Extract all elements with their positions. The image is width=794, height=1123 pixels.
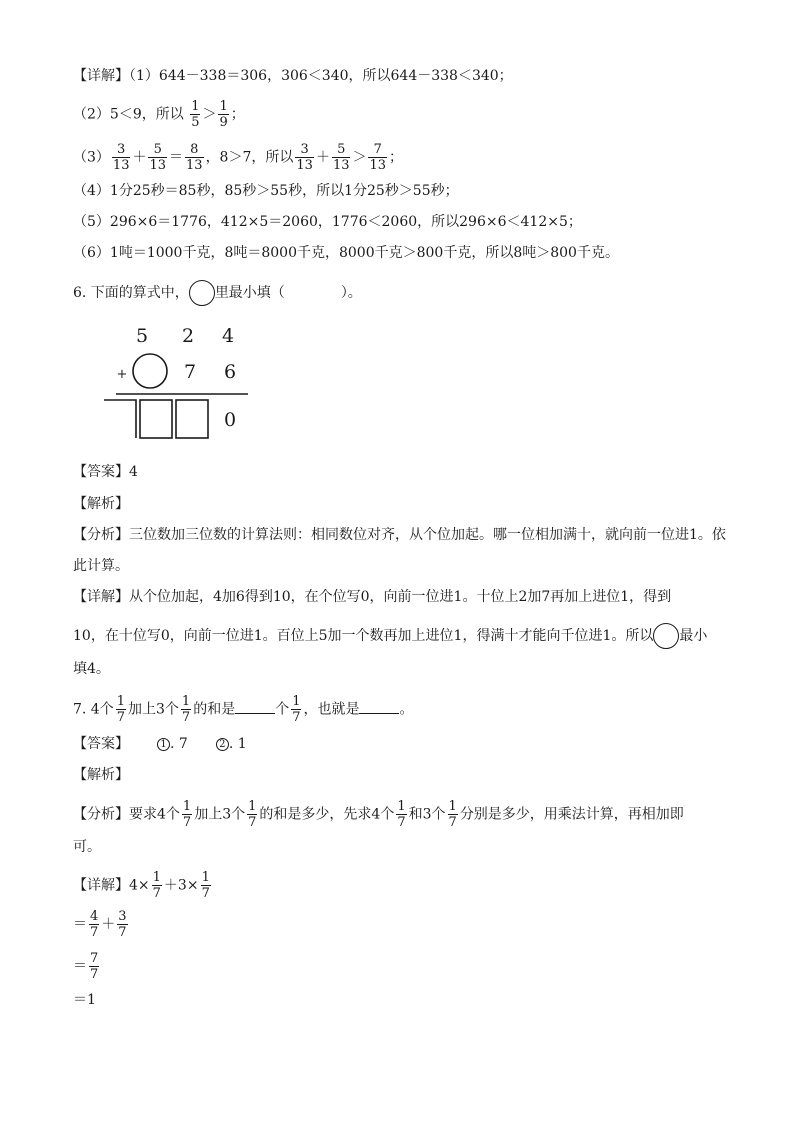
xiangjie-line-1	[73, 587, 671, 607]
answer-value: . 7	[170, 736, 188, 752]
question-7	[73, 694, 413, 725]
question-text: ）。	[340, 285, 362, 301]
xiangjie-line-3	[73, 951, 101, 982]
fenxi-tag: 【分析】	[73, 806, 129, 823]
detail-text: ，8＞7，所以	[205, 149, 294, 166]
xiangjie-line-2	[73, 909, 130, 940]
detail-text: （2）5＜9，所以	[73, 106, 184, 123]
gt-sign: ＞	[202, 106, 217, 123]
xiangjie-line-4: ＝1	[73, 992, 96, 1008]
detail-text: （1）644－338＝306，306＜340，所以644－338＜340；	[129, 68, 513, 84]
fraction: $\frac{1}{7}$	[116, 694, 125, 725]
question-6	[73, 280, 362, 306]
fenxi-text: 加上3个	[194, 806, 246, 823]
fenxi-text: 分别是多少，用乘法计算，再相加即	[459, 806, 684, 823]
plus-sign: ＋	[101, 916, 116, 933]
box-blank-icon	[176, 400, 208, 438]
gt-sign: ＞	[352, 149, 367, 166]
xiangjie-text: 最小	[679, 628, 708, 644]
fenxi-line-1	[73, 799, 684, 830]
circle-blank-icon	[189, 280, 215, 306]
question-text: 里最小填（	[214, 285, 285, 301]
xiangjie-text: 从个位加起，4加6得到10，在个位写0，向前一位进1。十位上2加7再加上进位1，得到	[129, 589, 672, 605]
fraction: $\frac{4}{7}$	[90, 909, 99, 940]
digit-5: 5	[135, 325, 149, 347]
fraction: $\frac{1}{7}$	[292, 694, 301, 725]
detail-text: （3）	[73, 149, 110, 166]
fraction: $\frac{7}{7}$	[90, 951, 99, 982]
fraction: $\frac{5}{13}$	[149, 142, 167, 173]
question-text: 的和是	[193, 701, 236, 718]
question-text: ，也就是	[303, 701, 360, 718]
question-text: 6. 下面的算式中，	[73, 285, 189, 301]
addition-figure	[100, 318, 260, 442]
xiangjie-line-2	[73, 623, 707, 649]
circle-blank-icon	[133, 354, 167, 388]
eq-sign: ＝	[73, 958, 87, 975]
fraction: $\frac{7}{13}$	[369, 142, 387, 173]
fraction: $\frac{3}{13}$	[296, 142, 313, 173]
fenxi-text: 要求4个	[129, 806, 180, 823]
detail-line-3	[73, 142, 403, 173]
fraction: $\frac{8}{13}$	[186, 142, 203, 173]
plus-sign: ＋	[315, 149, 330, 166]
fenxi-text: 的和是多少，先求4个	[259, 806, 395, 823]
answer-tag: 【答案】	[73, 736, 129, 752]
eq-sign: ＝	[169, 149, 184, 166]
digit-4: 4	[221, 325, 235, 347]
digit-6: 6	[223, 361, 237, 383]
xiangjie-tag: 【详解】	[73, 877, 129, 894]
digit-0: 0	[223, 409, 237, 431]
answer-blank	[359, 699, 399, 714]
detail-line-4: （4）1分25秒＝85秒，85秒＞55秒，所以1分25秒＞55秒；	[73, 183, 459, 199]
fraction: $\frac{1}{7}$	[201, 870, 210, 901]
fraction: $\frac{1}{7}$	[248, 799, 257, 830]
detail-text: ；	[230, 106, 245, 123]
fenxi-text: 三位数加三位数的计算法则：相同数位对齐，从个位加起。哪一位相加满十，就向前一位进1。依	[129, 527, 726, 543]
digit-2: 2	[181, 325, 195, 347]
circle-blank-icon	[653, 623, 679, 649]
answer-line	[73, 462, 138, 482]
circled-number: 2	[216, 738, 229, 751]
fenxi-line-1	[73, 525, 726, 545]
fraction: $\frac{1}{7}$	[152, 870, 161, 901]
answer-line	[73, 734, 247, 754]
question-text: 个	[275, 701, 290, 718]
fraction: $\frac{1}{7}$	[181, 694, 191, 725]
fraction: $\frac{3}{13}$	[112, 142, 130, 173]
plus-sign: ＋	[132, 149, 147, 166]
math-text: 4×	[129, 877, 150, 894]
question-text: 加上3个	[128, 701, 179, 718]
fenxi-tag: 【分析】	[73, 527, 129, 543]
detail-line-6: （6）1吨＝1000千克，8吨＝8000千克，8000千克＞800千克，所以8吨＞800千克。	[73, 245, 619, 261]
fraction: $\frac{5}{13}$	[332, 142, 350, 173]
fraction: $\frac{1}{5}$	[191, 99, 200, 130]
question-text: 。	[399, 701, 414, 718]
xiangjie-line-3: 填4。	[73, 661, 110, 677]
fraction: $\frac{3}{7}$	[118, 909, 127, 940]
xiangjie-line-1	[73, 870, 213, 901]
box-blank-icon	[104, 400, 136, 438]
xiangjie-text: 10，在十位写0，向前一位进1。百位上5加一个数再加上进位1，得满十才能向千位进1。所以	[73, 628, 654, 644]
answer-tag: 【答案】	[73, 464, 129, 480]
eq-sign: ＝	[73, 916, 87, 933]
fraction: $\frac{1}{7}$	[182, 799, 192, 830]
digit-7: 7	[183, 361, 197, 383]
detail-line-2	[73, 99, 245, 130]
fraction: $\frac{1}{9}$	[219, 99, 228, 130]
fraction: $\frac{1}{7}$	[448, 799, 457, 830]
answer-value: . 1	[228, 736, 247, 752]
analysis-tag: 【解析】	[73, 496, 129, 512]
xiangjie-tag: 【详解】	[73, 589, 129, 605]
fenxi-text: 和3个	[408, 806, 446, 823]
math-text: ＋3×	[163, 877, 199, 894]
fenxi-line-2: 此计算。	[73, 558, 129, 574]
question-text: 7. 4个	[73, 701, 114, 718]
circled-number: 1	[157, 738, 170, 751]
answer-value: 4	[129, 464, 138, 480]
detail-line-1	[73, 66, 513, 86]
fenxi-line-2: 可。	[73, 839, 101, 855]
detail-tag: 【详解】	[73, 68, 129, 84]
answer-blank	[235, 699, 275, 714]
analysis-tag: 【解析】	[73, 767, 129, 783]
plus-sign: +	[116, 367, 128, 382]
detail-text: ；	[389, 149, 404, 166]
detail-line-5: （5）296×6＝1776，412×5＝2060，1776＜2060，所以296×6＜412×5；	[73, 214, 582, 230]
box-blank-icon	[140, 400, 172, 438]
fraction: $\frac{1}{7}$	[397, 799, 406, 830]
